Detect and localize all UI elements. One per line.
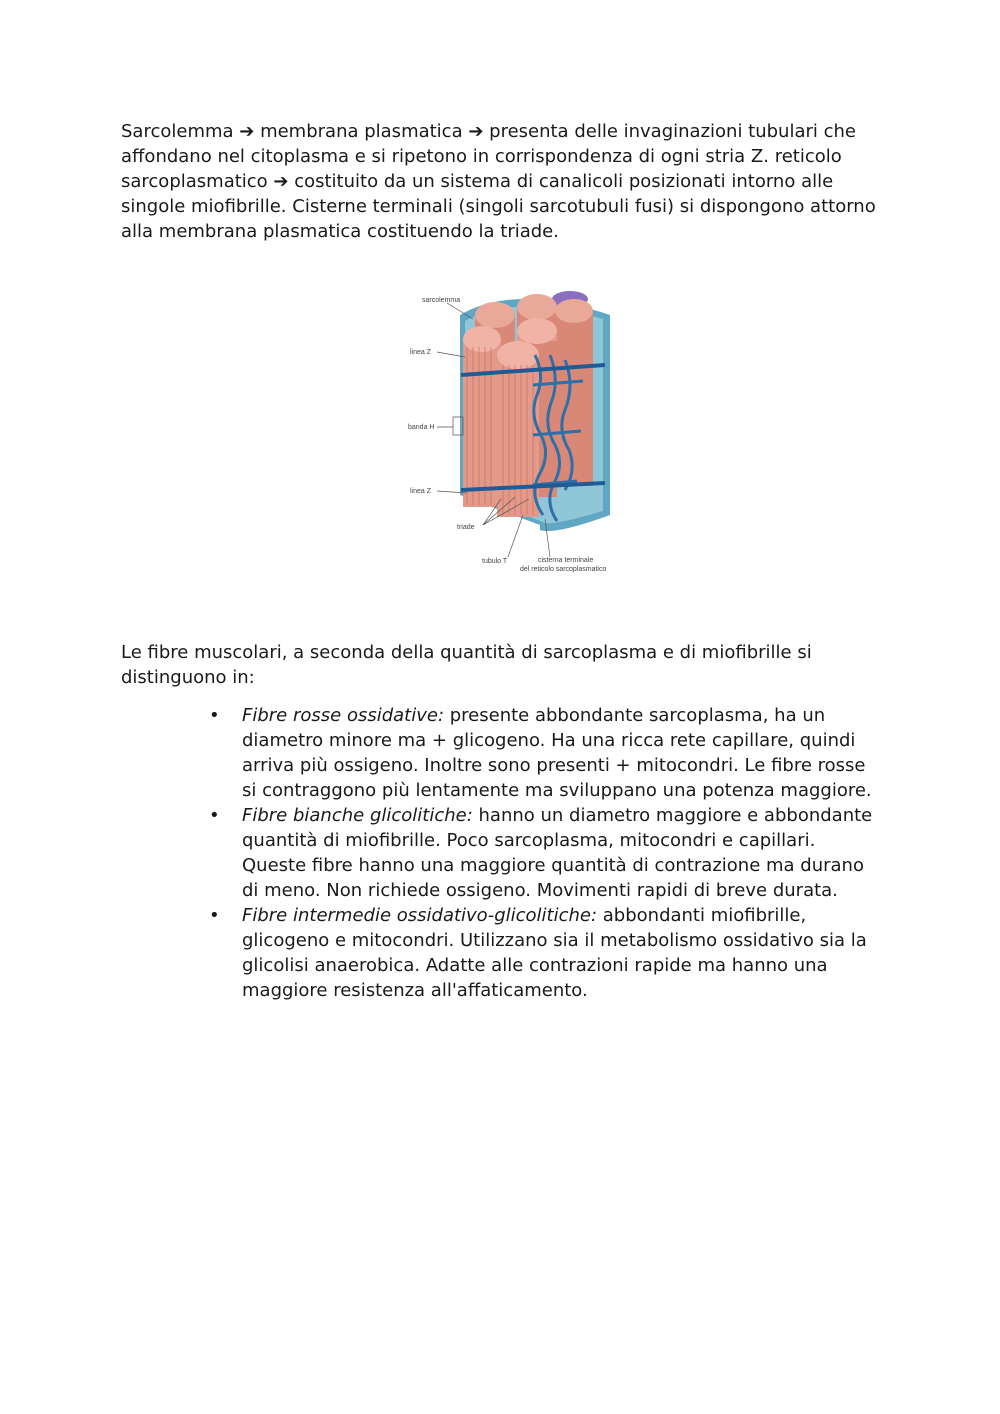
label-triade: triade	[457, 524, 475, 531]
fibre-type-title: Fibre rosse ossidative:	[242, 705, 445, 726]
bullet: •	[209, 905, 220, 926]
list-item	[209, 803, 882, 903]
label-cisterna-line1: cisterna terminale	[538, 557, 594, 564]
fibre-type-description: abbondanti miofibrille, glicogeno e mitocondri. Utilizzano sia il metabolismo ossidativo sia la glicolisi anaerobica. Adatte alle contrazioni rapide ma hanno una maggiore resistenza all'affaticamento.	[242, 905, 867, 1001]
fibre-type-description: hanno un diametro maggiore e abbondante quantità di miofibrille. Poco sarcoplasma, mitocondri e capillari. Queste fibre hanno una maggiore quantità di contrazione ma durano di meno. Non richiede ossigeno. Movimenti rapidi di breve durata.	[242, 805, 873, 901]
label-sarcolemma: sarcolemma	[422, 297, 461, 304]
fibre-type-title: Fibre intermedie ossidativo-glicolitiche:	[242, 905, 598, 926]
label-linea-z-bottom: linea Z	[410, 488, 432, 495]
bullet: •	[209, 805, 220, 826]
fibre-intro-paragraph: Le fibre muscolari, a seconda della quantità di sarcoplasma e di miofibrille si distinguono in:	[121, 642, 812, 688]
intro-paragraph: Sarcolemma ➔ membrana plasmatica ➔ presenta delle invaginazioni tubulari che affondano nel citoplasma e si ripetono in corrispondenza di ogni stria Z. reticolo sarcoplasmatico ➔ costituito da un sistema di canalicoli posizionati intorno alle singole miofibrille. Cisterne terminali (singoli sarcotubuli fusi) si dispongono attorno alla membrana plasmatica costituendo la triade.	[121, 121, 876, 242]
list-item	[209, 703, 882, 803]
muscle-fiber-illustration	[405, 285, 625, 577]
fibre-types-list	[209, 703, 882, 1003]
muscle-fiber-diagram	[405, 285, 625, 577]
fibre-type-title: Fibre bianche glicolitiche:	[242, 805, 473, 826]
label-tubulo-t: tubulo T	[482, 558, 508, 565]
list-item	[209, 903, 882, 1003]
label-linea-z-top: linea Z	[410, 349, 432, 356]
label-banda-h: banda H	[408, 424, 435, 431]
label-cisterna-line2: del reticolo sarcoplasmatico	[520, 566, 607, 573]
bullet: •	[209, 705, 220, 726]
myofibril-shape	[463, 339, 501, 507]
fibre-type-description: presente abbondante sarcoplasma, ha un diametro minore ma + glicogeno. Ha una ricca rete capillare, quindi arriva più ossigeno. Inoltre sono presenti + mitocondri. Le fibre rosse si contraggono più lentamente ma sviluppano una potenza maggiore.	[242, 705, 872, 801]
